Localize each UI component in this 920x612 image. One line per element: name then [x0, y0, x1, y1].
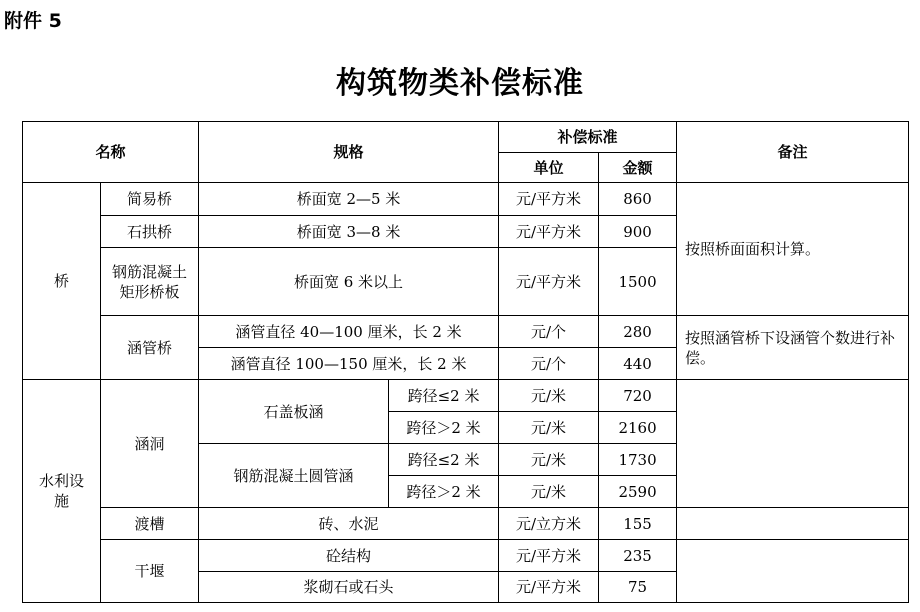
header-name: 名称: [23, 122, 199, 183]
item-unit: 元/平方米: [499, 248, 599, 316]
header-amount: 金额: [599, 153, 677, 183]
item-unit: 元/平方米: [499, 572, 599, 603]
table-row: [23, 316, 909, 348]
remark-bridge-area: 按照桥面面积计算。: [677, 183, 909, 316]
table-row: [23, 540, 909, 572]
item-amount: 900: [599, 216, 677, 248]
item-amount: 440: [599, 348, 677, 380]
item-unit: 元/个: [499, 316, 599, 348]
item-spec: 涵管直径 40—100 厘米，长 2 米: [199, 316, 499, 348]
table-row: [23, 508, 909, 540]
item-unit: 元/米: [499, 476, 599, 508]
remark-empty: [677, 380, 909, 508]
compensation-table: [22, 121, 909, 603]
table-row: [23, 183, 909, 216]
item-name: 渡槽: [101, 508, 199, 540]
item-amount: 2160: [599, 412, 677, 444]
item-unit: 元/个: [499, 348, 599, 380]
item-spec: 桥面宽 6 米以上: [199, 248, 499, 316]
item-spec: 涵管直径 100—150 厘米，长 2 米: [199, 348, 499, 380]
item-unit: 元/米: [499, 412, 599, 444]
item-amount: 155: [599, 508, 677, 540]
item-span: 跨径＞2 米: [389, 412, 499, 444]
item-spec: 桥面宽 2—5 米: [199, 183, 499, 216]
page-title: 构筑物类补偿标准: [336, 66, 584, 101]
item-span: 跨径≤2 米: [389, 380, 499, 412]
header-compensation: 补偿标准: [499, 122, 677, 153]
item-unit: 元/平方米: [499, 183, 599, 216]
item-name: 涵洞: [101, 380, 199, 508]
item-spec: 桥面宽 3—8 米: [199, 216, 499, 248]
item-spec: 砖、水泥: [199, 508, 499, 540]
item-name: 干堰: [101, 540, 199, 603]
header-row: [23, 122, 909, 153]
item-name: 简易桥: [101, 183, 199, 216]
item-amount: 75: [599, 572, 677, 603]
item-unit: 元/立方米: [499, 508, 599, 540]
item-amount: 720: [599, 380, 677, 412]
header-unit: 单位: [499, 153, 599, 183]
item-span: 跨径≤2 米: [389, 444, 499, 476]
item-amount: 860: [599, 183, 677, 216]
attachment-label: 附件 5: [4, 10, 62, 32]
culvert-type: 钢筋混凝土圆管涵: [199, 444, 389, 508]
item-name: 涵管桥: [101, 316, 199, 380]
item-amount: 235: [599, 540, 677, 572]
item-amount: 2590: [599, 476, 677, 508]
item-spec: 浆砌石或石头: [199, 572, 499, 603]
item-span: 跨径＞2 米: [389, 476, 499, 508]
remark-culvert-bridge: 按照涵管桥下设涵管个数进行补偿。: [677, 316, 909, 380]
item-unit: 元/平方米: [499, 216, 599, 248]
item-unit: 元/平方米: [499, 540, 599, 572]
item-name: 石拱桥: [101, 216, 199, 248]
remark-empty: [677, 508, 909, 540]
item-amount: 280: [599, 316, 677, 348]
item-unit: 元/米: [499, 380, 599, 412]
item-unit: 元/米: [499, 444, 599, 476]
category-water: 水利设施: [23, 380, 101, 603]
remark-empty: [677, 540, 909, 603]
header-spec: 规格: [199, 122, 499, 183]
category-bridge: 桥: [23, 183, 101, 380]
item-amount: 1500: [599, 248, 677, 316]
header-remark: 备注: [677, 122, 909, 183]
item-spec: 砼结构: [199, 540, 499, 572]
culvert-type: 石盖板涵: [199, 380, 389, 444]
item-name: 钢筋混凝土矩形桥板: [101, 248, 199, 316]
table-row: [23, 380, 909, 412]
item-amount: 1730: [599, 444, 677, 476]
